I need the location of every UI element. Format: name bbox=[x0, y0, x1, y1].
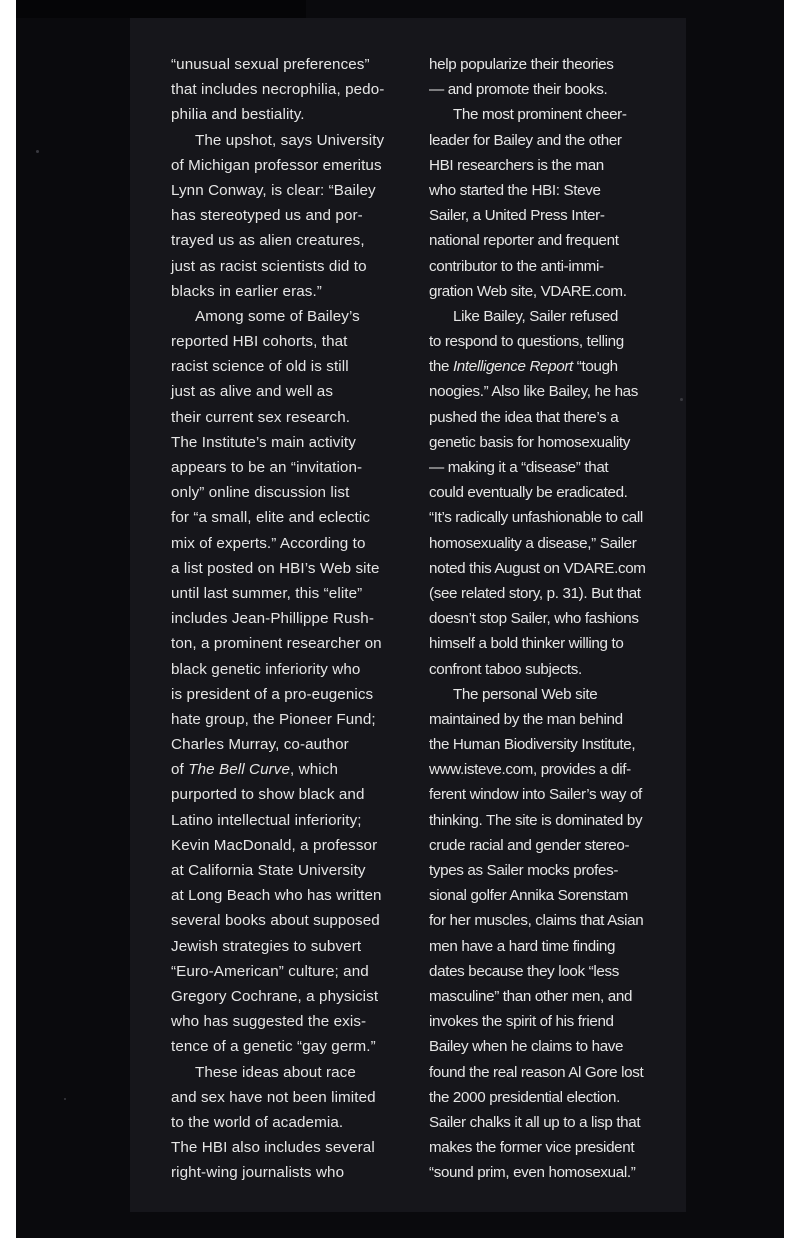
text-line: pushed the idea that there’s a bbox=[429, 408, 619, 426]
text-line: Kevin MacDonald, a professor bbox=[171, 836, 378, 854]
text-line: Sailer chalks it all up to a lisp that bbox=[429, 1113, 641, 1131]
page-top-edge bbox=[16, 0, 306, 18]
scan-margin bbox=[0, 0, 16, 1238]
text-line: HBI researchers is the man bbox=[429, 156, 604, 174]
text-line: sional golfer Annika Sorenstam bbox=[429, 887, 628, 905]
text-line: right-wing journalists who bbox=[171, 1164, 345, 1182]
text-line: purported to show black and bbox=[171, 786, 365, 804]
text-line: The personal Web site bbox=[453, 685, 598, 703]
text-line: racist science of old is still bbox=[171, 358, 349, 376]
text-line: gration Web site, VDARE.com. bbox=[429, 282, 627, 300]
text-line: “It’s radically unfashionable to call bbox=[429, 509, 643, 527]
text-line: noted this August on VDARE.com bbox=[429, 559, 646, 577]
text-line: could eventually be eradicated. bbox=[429, 484, 628, 502]
text-line: himself a bold thinker willing to bbox=[429, 635, 624, 653]
text-line: national reporter and frequent bbox=[429, 232, 619, 250]
text-line: just as racist scientists did to bbox=[171, 257, 367, 275]
text-line: tence of a genetic “gay germ.” bbox=[171, 1038, 376, 1056]
text-line: of The Bell Curve, which bbox=[171, 761, 339, 779]
text-line: to respond to questions, telling bbox=[429, 333, 624, 351]
text-line: who started the HBI: Steve bbox=[429, 181, 601, 199]
text-line: The upshot, says University bbox=[195, 131, 385, 149]
text-line: only” online discussion list bbox=[171, 484, 350, 502]
text-line: genetic basis for homosexuality bbox=[429, 433, 631, 451]
text-line: Sailer, a United Press Inter- bbox=[429, 207, 605, 225]
text-line: several books about supposed bbox=[171, 912, 380, 930]
text-line: for her muscles, claims that Asian bbox=[429, 912, 644, 930]
text-line: a list posted on HBI’s Web site bbox=[171, 559, 380, 577]
text-line: The HBI also includes several bbox=[171, 1139, 375, 1157]
text-line: makes the former vice president bbox=[429, 1139, 635, 1157]
text-line: philia and bestiality. bbox=[171, 106, 305, 124]
text-line: contributor to the anti-immi- bbox=[429, 257, 604, 275]
text-line: doesn’t stop Sailer, who fashions bbox=[429, 610, 639, 628]
text-line: — making it a “disease” that bbox=[429, 459, 609, 476]
text-line: is president of a pro-eugenics bbox=[171, 685, 374, 703]
text-line: These ideas about race bbox=[195, 1063, 356, 1081]
text-line: (see related story, p. 31). But that bbox=[429, 584, 641, 602]
text-line: the Intelligence Report “tough bbox=[429, 358, 618, 376]
text-line: that includes necrophilia, pedo- bbox=[171, 81, 385, 99]
text-line: appears to be an “invitation- bbox=[171, 459, 363, 476]
text-line: maintained by the man behind bbox=[429, 710, 623, 728]
scan-speck bbox=[64, 1098, 66, 1100]
text-line: “unusual sexual preferences” bbox=[171, 56, 370, 73]
text-line: thinking. The site is dominated by bbox=[429, 811, 643, 829]
text-line: who has suggested the exis- bbox=[171, 1013, 367, 1031]
text-line: until last summer, this “elite” bbox=[171, 584, 363, 602]
text-line: www.isteve.com, provides a dif- bbox=[429, 761, 631, 779]
text-line: confront taboo subjects. bbox=[429, 660, 582, 678]
text-line: Charles Murray, co-author bbox=[171, 736, 349, 754]
text-line: Among some of Bailey’s bbox=[195, 307, 360, 325]
text-line: has stereotyped us and por- bbox=[171, 207, 363, 225]
text-line: ferent window into Sailer’s way of bbox=[429, 786, 642, 804]
text-line: black genetic inferiority who bbox=[171, 660, 361, 678]
text-line: invokes the spirit of his friend bbox=[429, 1013, 614, 1031]
left-text-column bbox=[171, 52, 409, 1185]
text-line: just as alive and well as bbox=[171, 383, 334, 401]
text-line: Gregory Cochrane, a physicist bbox=[171, 987, 379, 1005]
text-line: “Euro-American” culture; and bbox=[171, 962, 369, 980]
text-line: hate group, the Pioneer Fund; bbox=[171, 710, 376, 728]
scan-speck bbox=[36, 150, 39, 153]
text-line: homosexuality a disease,” Sailer bbox=[429, 534, 637, 552]
text-line: found the real reason Al Gore lost bbox=[429, 1063, 644, 1081]
text-line: trayed us as alien creatures, bbox=[171, 232, 365, 250]
text-line: to the world of academia. bbox=[171, 1113, 344, 1131]
text-line: — and promote their books. bbox=[429, 81, 608, 99]
text-line: and sex have not been limited bbox=[171, 1088, 376, 1106]
text-line: at Long Beach who has written bbox=[171, 887, 382, 905]
text-line: their current sex research. bbox=[171, 408, 351, 426]
text-line: noogies.” Also like Bailey, he has bbox=[429, 383, 639, 401]
text-line: blacks in earlier eras.” bbox=[171, 282, 322, 300]
text-line: ton, a prominent researcher on bbox=[171, 635, 382, 653]
text-line: Latino intellectual inferiority; bbox=[171, 811, 362, 829]
text-line: dates because they look “less bbox=[429, 962, 619, 980]
text-line: The most prominent cheer- bbox=[453, 106, 627, 124]
text-line: includes Jean-Phillippe Rush- bbox=[171, 610, 374, 628]
text-line: Jewish strategies to subvert bbox=[171, 937, 362, 955]
text-line: for “a small, elite and eclectic bbox=[171, 509, 371, 527]
text-line: Like Bailey, Sailer refused bbox=[453, 307, 619, 325]
scan-speck bbox=[680, 398, 683, 401]
text-line: help popularize their theories bbox=[429, 56, 614, 73]
text-line: the 2000 presidential election. bbox=[429, 1088, 620, 1106]
right-text-column bbox=[429, 52, 669, 1185]
text-line: Bailey when he claims to have bbox=[429, 1038, 624, 1056]
text-line: at California State University bbox=[171, 862, 366, 879]
text-line: crude racial and gender stereo- bbox=[429, 836, 630, 854]
text-line: The Institute’s main activity bbox=[171, 433, 356, 451]
text-line: of Michigan professor emeritus bbox=[171, 156, 382, 174]
text-line: men have a hard time finding bbox=[429, 937, 616, 955]
text-line: the Human Biodiversity Institute, bbox=[429, 736, 636, 754]
text-line: “sound prim, even homosexual.” bbox=[429, 1164, 636, 1182]
text-line: reported HBI cohorts, that bbox=[171, 333, 348, 351]
text-line: leader for Bailey and the other bbox=[429, 131, 622, 149]
text-line: types as Sailer mocks profes- bbox=[429, 862, 619, 879]
text-line: masculine” than other men, and bbox=[429, 987, 633, 1005]
text-line: Lynn Conway, is clear: “Bailey bbox=[171, 181, 376, 199]
text-line: mix of experts.” According to bbox=[171, 534, 366, 552]
